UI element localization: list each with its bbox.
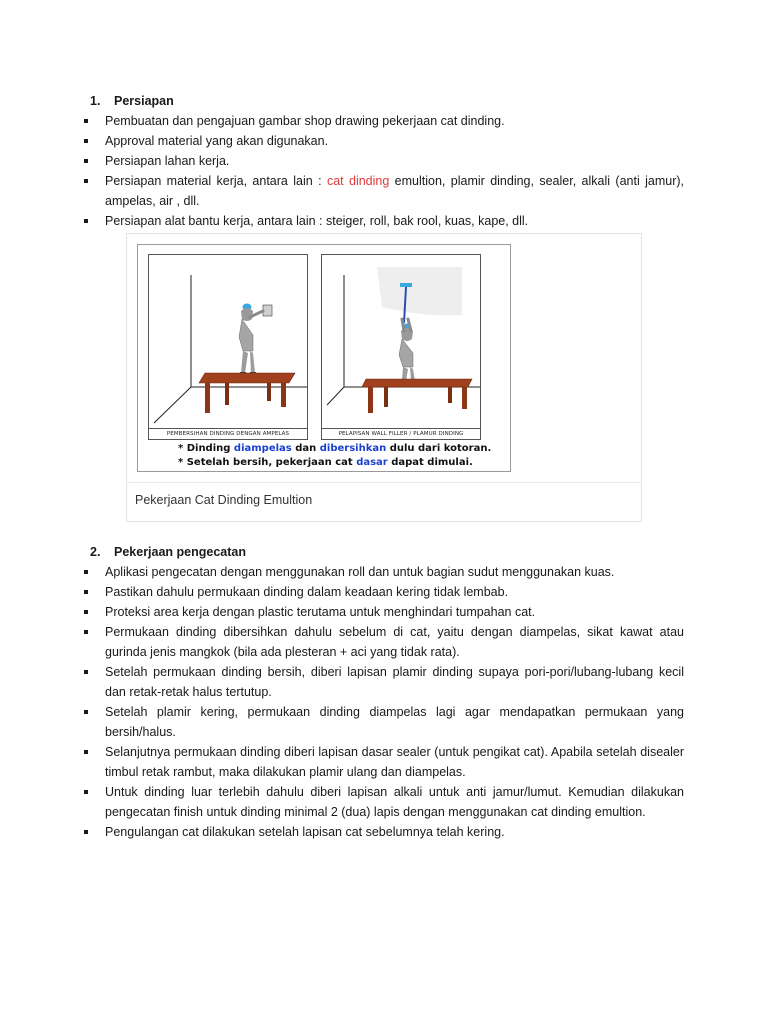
square-bullet-icon [84,119,88,123]
list-item: Aplikasi pengecatan dengan menggunakan roll dan untuk bagian sudut menggunakan kuas. [84,562,684,582]
sanding-worker-illustration [149,255,307,429]
section-heading [84,91,684,111]
list-item: Permukaan dinding dibersihkan dahulu sebelum di cat, yaitu dengan diampelas, sikat kawat atau gurinda jenis mangkok (bila ada plesteran + aci yang tidak rata). [84,622,684,662]
square-bullet-icon [84,610,88,614]
bullet-list [84,111,684,231]
bullet-list [84,562,684,842]
illustration-frame [137,244,511,472]
figure-note-2: * Setelah bersih, pekerjaan cat dasar dapat dimulai. [178,457,473,468]
section-number: 1. [90,94,101,108]
square-bullet-icon [84,219,88,223]
caption-divider [127,482,641,483]
section-persiapan [84,91,684,231]
section-heading [84,542,684,562]
square-bullet-icon [84,830,88,834]
list-item: Persiapan alat bantu kerja, antara lain : steiger, roll, bak rool, kuas, kape, dll. [84,211,684,231]
list-item: Approval material yang akan digunakan. [84,131,684,151]
list-item: Pastikan dahulu permukaan dinding dalam keadaan kering tidak lembab. [84,582,684,602]
filler-worker-illustration [322,255,480,429]
list-item: Pengulangan cat dilakukan setelah lapisan cat sebelumnya telah kering. [84,822,684,842]
square-bullet-icon [84,670,88,674]
panel-label-sanding: PEMBERSIHAN DINDING DENGAN AMPELAS [149,428,307,439]
section-number: 2. [90,545,101,559]
figure-caption: Pekerjaan Cat Dinding Emultion [135,493,313,507]
square-bullet-icon [84,179,88,183]
square-bullet-icon [84,630,88,634]
list-item: Untuk dinding luar terlebih dahulu diberi lapisan alkali untuk anti jamur/lumut. Kemudian dilakukan pengecatan finish untuk dinding minimal 2 (dua) lapis dengan menggunakan cat dinding emultion. [84,782,684,822]
illustration-panel-filler [321,254,481,440]
square-bullet-icon [84,750,88,754]
list-item: Pembuatan dan pengajuan gambar shop drawing pekerjaan cat dinding. [84,111,684,131]
list-item: Setelah plamir kering, permukaan dinding diampelas lagi agar mendapatkan permukaan yang bersih/halus. [84,702,684,742]
list-item: Proteksi area kerja dengan plastic terutama untuk menghindari tumpahan cat. [84,602,684,622]
list-item: Setelah permukaan dinding bersih, diberi lapisan plamir dinding supaya pori-pori/lubang-lubang kecil dan retak-retak halus tertutup. [84,662,684,702]
list-item: Persiapan material kerja, antara lain : cat dinding emultion, plamir dinding, sealer, alkali (anti jamur), ampelas, air , dll. [84,171,684,211]
section-pekerjaan-pengecatan [84,542,684,842]
square-bullet-icon [84,590,88,594]
square-bullet-icon [84,570,88,574]
section-title: Pekerjaan pengecatan [114,545,247,559]
panel-label-filler: PELAPISAN WALL FILLER / PLAMUR DINDING [322,428,480,439]
list-item: Selanjutnya permukaan dinding diberi lapisan dasar sealer (untuk pengikat cat). Apabila setelah disealer timbul retak rambut, maka dilakukan plamir ulang dan diampelas. [84,742,684,782]
highlight-text: cat dinding [326,174,390,188]
section-title: Persiapan [114,94,174,108]
square-bullet-icon [84,139,88,143]
list-item: Persiapan lahan kerja. [84,151,684,171]
square-bullet-icon [84,710,88,714]
square-bullet-icon [84,790,88,794]
figure-block [126,233,642,522]
figure-note-1: * Dinding diampelas dan dibersihkan dulu dari kotoran. [178,443,492,454]
square-bullet-icon [84,159,88,163]
illustration-panel-sanding [148,254,308,440]
